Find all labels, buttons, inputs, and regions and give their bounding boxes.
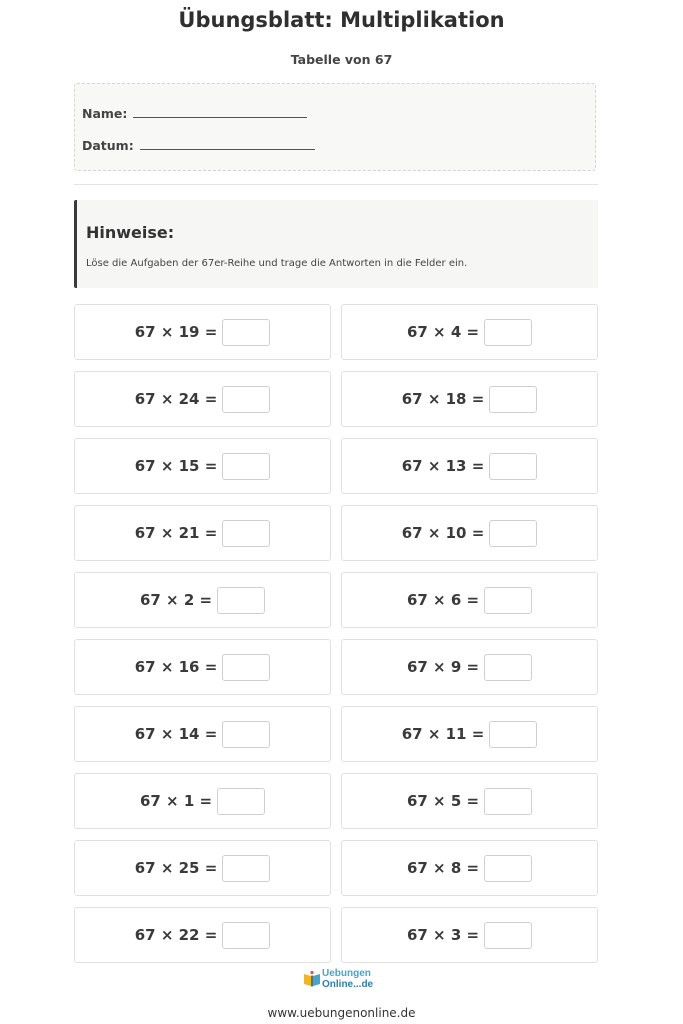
task-expression: 67 × 9 = — [406, 658, 480, 676]
answer-input[interactable] — [484, 855, 532, 882]
task-card — [341, 639, 598, 695]
task-card — [341, 706, 598, 762]
student-info-box — [74, 83, 596, 171]
answer-input[interactable] — [222, 520, 270, 547]
task-expression: 67 × 8 = — [406, 859, 480, 877]
task-expression: 67 × 14 = — [134, 725, 218, 743]
date-line[interactable] — [140, 137, 315, 150]
answer-input[interactable] — [489, 520, 537, 547]
task-card — [341, 907, 598, 963]
page-title: Übungsblatt: Multiplikation — [178, 8, 505, 32]
name-label: Name: — [82, 106, 128, 121]
task-expression: 67 × 5 = — [406, 792, 480, 810]
task-expression: 67 × 11 = — [401, 725, 485, 743]
task-expression: 67 × 4 = — [406, 323, 480, 341]
date-row — [82, 137, 315, 153]
task-card — [74, 572, 331, 628]
task-card — [341, 371, 598, 427]
task-expression: 67 × 15 = — [134, 457, 218, 475]
task-expression: 67 × 18 = — [401, 390, 485, 408]
answer-input[interactable] — [484, 922, 532, 949]
hints-title: Hinweise: — [86, 223, 175, 242]
task-expression: 67 × 6 = — [406, 591, 480, 609]
task-expression: 67 × 24 = — [134, 390, 218, 408]
task-card — [74, 840, 331, 896]
page-subtitle: Tabelle von 67 — [290, 52, 393, 67]
task-card — [74, 639, 331, 695]
hints-text: Löse die Aufgaben der 67er-Reihe und trage die Antworten in die Felder ein. — [86, 258, 468, 269]
task-card — [74, 773, 331, 829]
name-row — [82, 105, 307, 121]
task-grid — [74, 304, 598, 964]
task-card — [74, 907, 331, 963]
task-card — [341, 572, 598, 628]
task-expression: 67 × 25 = — [134, 859, 218, 877]
date-label: Datum: — [82, 138, 134, 153]
answer-input[interactable] — [489, 721, 537, 748]
task-expression: 67 × 13 = — [401, 457, 485, 475]
logo-text-line1: Uebungen — [322, 968, 371, 979]
answer-input[interactable] — [222, 453, 270, 480]
book-icon — [303, 970, 321, 988]
answer-input[interactable] — [217, 788, 265, 815]
task-expression: 67 × 3 = — [406, 926, 480, 944]
answer-input[interactable] — [222, 855, 270, 882]
site-logo[interactable] — [303, 968, 383, 992]
answer-input[interactable] — [484, 654, 532, 681]
task-card — [341, 773, 598, 829]
answer-input[interactable] — [222, 654, 270, 681]
answer-input[interactable] — [489, 386, 537, 413]
answer-input[interactable] — [484, 788, 532, 815]
task-card — [74, 706, 331, 762]
answer-input[interactable] — [484, 587, 532, 614]
hints-box — [74, 200, 598, 288]
task-card — [341, 505, 598, 561]
task-expression: 67 × 22 = — [134, 926, 218, 944]
name-line[interactable] — [133, 105, 307, 118]
answer-input[interactable] — [484, 319, 532, 346]
task-expression: 67 × 2 = — [139, 591, 213, 609]
answer-input[interactable] — [222, 721, 270, 748]
task-card — [74, 438, 331, 494]
answer-input[interactable] — [222, 386, 270, 413]
logo-text-line2: Online...de — [322, 979, 374, 990]
task-card — [341, 840, 598, 896]
answer-input[interactable] — [222, 922, 270, 949]
task-card — [341, 304, 598, 360]
task-expression: 67 × 19 = — [134, 323, 218, 341]
task-card — [74, 505, 331, 561]
task-expression: 67 × 21 = — [134, 524, 218, 542]
answer-input[interactable] — [222, 319, 270, 346]
footer-url[interactable]: www.uebungenonline.de — [267, 1006, 416, 1020]
divider — [74, 184, 598, 185]
task-card — [74, 304, 331, 360]
task-expression: 67 × 1 = — [139, 792, 213, 810]
answer-input[interactable] — [217, 587, 265, 614]
task-card — [341, 438, 598, 494]
task-expression: 67 × 16 = — [134, 658, 218, 676]
task-card — [74, 371, 331, 427]
answer-input[interactable] — [489, 453, 537, 480]
task-expression: 67 × 10 = — [401, 524, 485, 542]
